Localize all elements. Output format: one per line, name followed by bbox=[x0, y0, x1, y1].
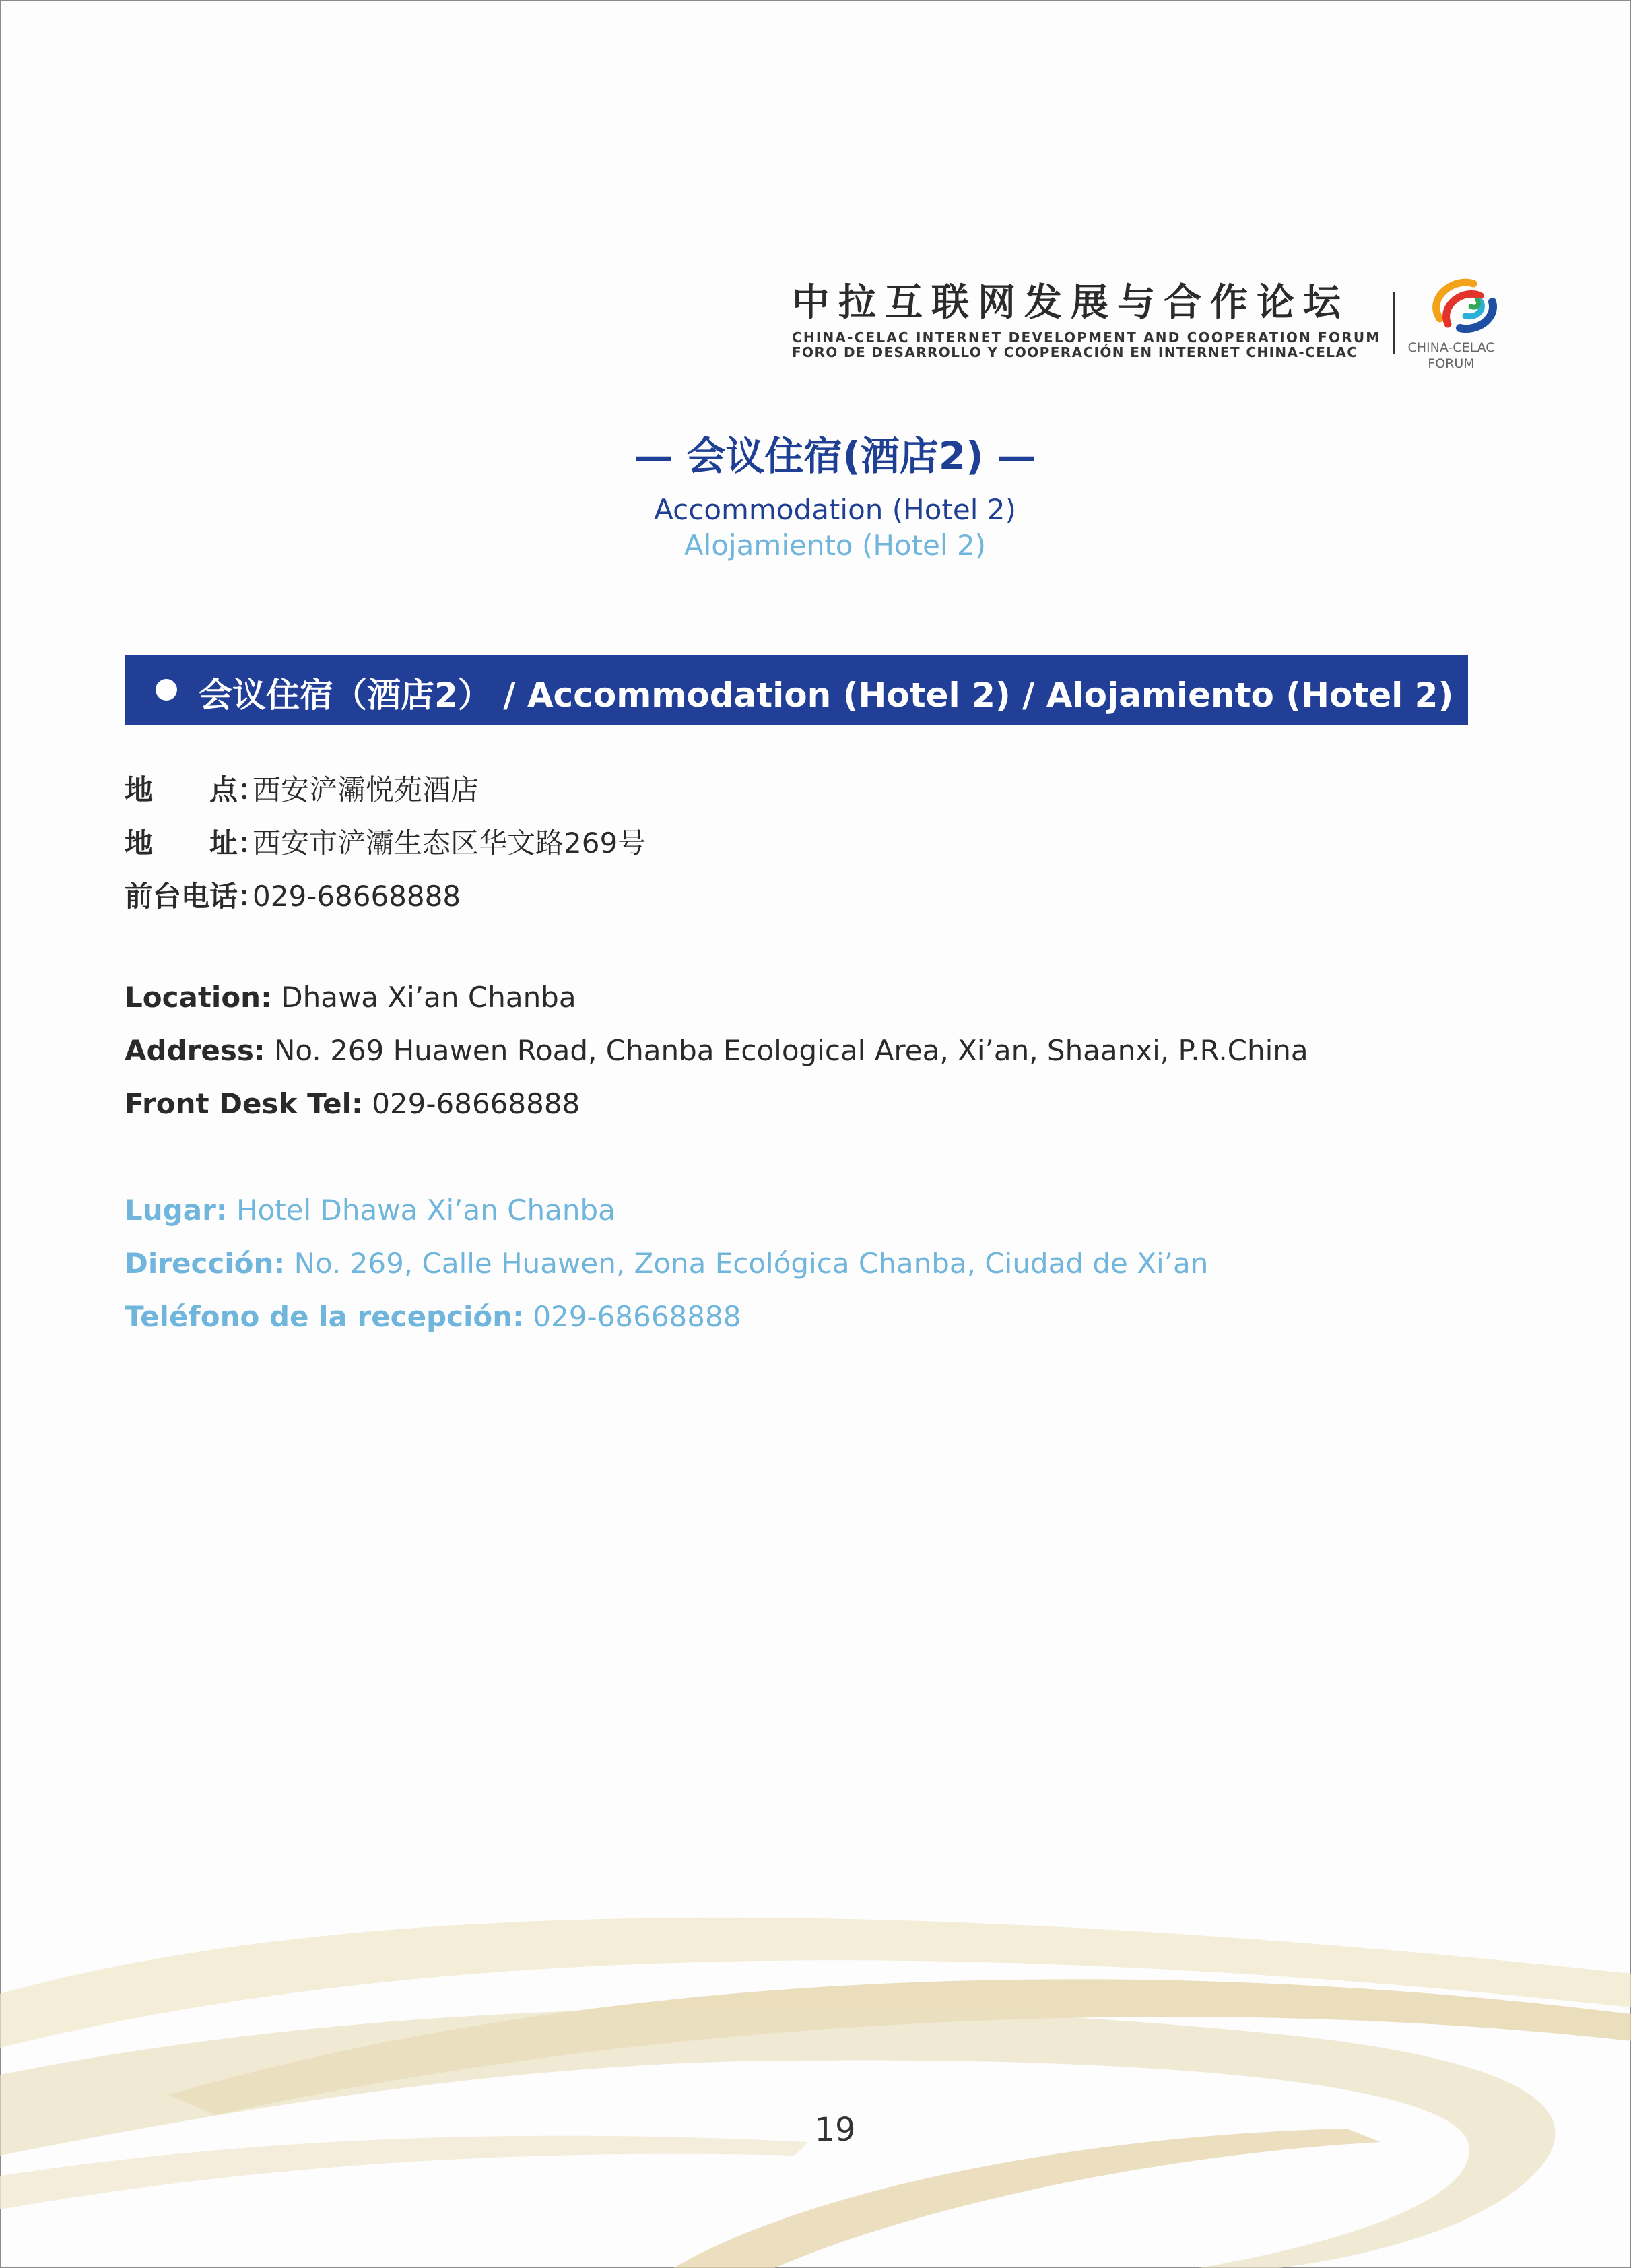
location-label-cn: 地 点： bbox=[125, 773, 267, 806]
tel-value-cn: 029-68668888 bbox=[253, 880, 461, 913]
forum-name-cn: 中拉互联网发展与合作论坛 bbox=[792, 281, 1350, 325]
tel-label-en: Front Desk Tel: bbox=[125, 1087, 363, 1120]
forum-header bbox=[774, 273, 1515, 374]
address-label-en: Address: bbox=[125, 1034, 265, 1067]
address-row-es bbox=[125, 1247, 1208, 1280]
tel-value-es: 029-68668888 bbox=[533, 1300, 741, 1333]
address-row-cn bbox=[125, 821, 646, 862]
address-label-es: Dirección: bbox=[125, 1247, 286, 1280]
address-value-es: No. 269, Calle Huawen, Zona Ecológica Chanba, Ciudad de Xi’an bbox=[294, 1247, 1209, 1280]
banner-heading: 会议住宿（酒店2） / Accommodation (Hotel 2) / Alojamiento (Hotel 2) bbox=[199, 676, 1454, 715]
page-title-es: Alojamiento (Hotel 2) bbox=[684, 529, 987, 562]
header-divider bbox=[1393, 292, 1395, 354]
location-label-es: Lugar: bbox=[125, 1194, 228, 1227]
tel-value-en: 029-68668888 bbox=[372, 1087, 580, 1120]
forum-name-en: CHINA-CELAC INTERNET DEVELOPMENT AND COOPERATION FORUM bbox=[792, 329, 1381, 346]
location-value-en: Dhawa Xi’an Chanba bbox=[281, 981, 576, 1014]
location-row-es bbox=[125, 1194, 615, 1227]
location-label-en: Location: bbox=[125, 981, 272, 1014]
location-value-es: Hotel Dhawa Xi’an Chanba bbox=[236, 1194, 615, 1227]
forum-name-es: FORO DE DESARROLLO Y COOPERACIÓN EN INTERNET CHINA-CELAC bbox=[792, 344, 1358, 360]
page-title-en: Accommodation (Hotel 2) bbox=[654, 493, 1016, 526]
address-label-cn: 地 址： bbox=[125, 827, 267, 860]
logo-caption-line1: CHINA-CELAC bbox=[1407, 340, 1495, 355]
tel-row-en bbox=[125, 1087, 580, 1120]
address-row-en bbox=[125, 1034, 1308, 1067]
page-title-cn: — 会议住宿(酒店2) — bbox=[634, 433, 1036, 479]
location-value-cn: 西安浐灞悦苑酒店 bbox=[253, 773, 479, 806]
location-row-cn bbox=[125, 768, 479, 808]
tel-label-es: Teléfono de la recepción: bbox=[125, 1300, 524, 1333]
bullet-icon bbox=[156, 679, 177, 701]
logo-caption-line2: FORUM bbox=[1428, 356, 1475, 371]
tel-label-cn: 前台电话： bbox=[125, 880, 267, 913]
tel-row-es bbox=[125, 1300, 741, 1333]
decorative-waves bbox=[0, 1873, 1631, 2268]
section-banner bbox=[125, 655, 1468, 725]
forum-logo-icon bbox=[1413, 271, 1521, 339]
address-value-cn: 西安市浐灞生态区华文路269号 bbox=[253, 827, 646, 860]
location-row-en bbox=[125, 981, 576, 1014]
page-number: 19 bbox=[814, 2111, 856, 2149]
address-value-en: No. 269 Huawen Road, Chanba Ecological Area, Xi’an, Shaanxi, P.R.China bbox=[274, 1034, 1308, 1067]
tel-row-cn bbox=[125, 874, 461, 915]
